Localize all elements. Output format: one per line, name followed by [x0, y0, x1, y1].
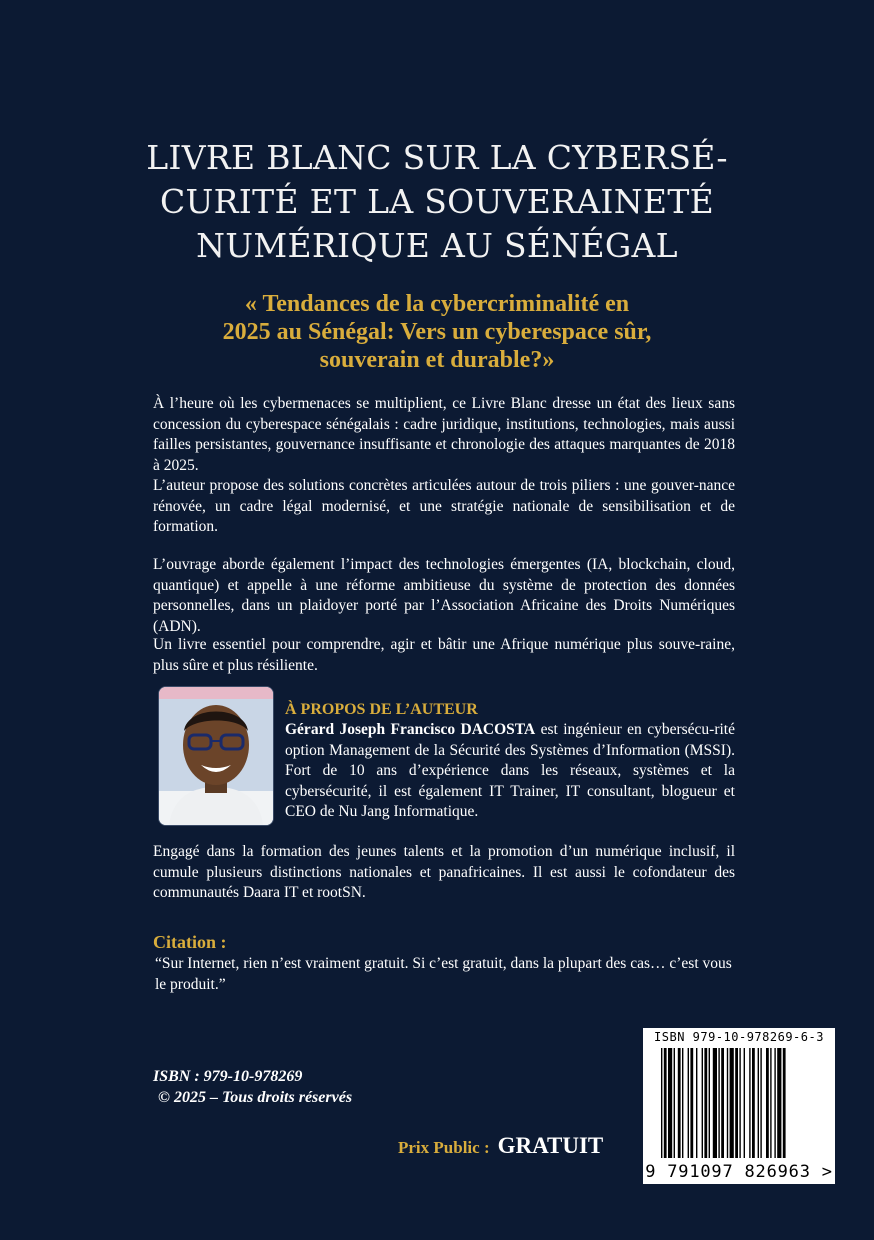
barcode-bar [682, 1048, 683, 1158]
barcode-digits: 9 791097 826963 > [645, 1162, 833, 1182]
barcode-bar [727, 1048, 728, 1158]
author-portrait-icon [159, 687, 273, 825]
summary-paragraph-4: Un livre essentiel pour comprendre, agir et bâtir une Afrique numérique plus souve-raine, plus sûre et plus résiliente. [153, 636, 735, 674]
barcode-bar [668, 1048, 672, 1158]
subtitle-line-3: souverain et durable?» [319, 347, 555, 373]
author-bio-text: est ingénieur en cybersécu-rité option Management de la Sécurité des Systèmes d’Information (MSSI). Fort de 10 ans d’expérience dans les réseaux, systèmes et la cybersécurité, il est également IT Trainer, IT consultant, blogueur et CEO de Nu Jang Informatique. [285, 721, 735, 820]
barcode-bar [752, 1048, 755, 1158]
barcode-bar [718, 1048, 719, 1158]
barcode-bar [721, 1048, 724, 1158]
barcode-bar [774, 1048, 775, 1158]
barcode-bar [661, 1048, 662, 1158]
barcode-bar [770, 1048, 771, 1158]
barcode-bar [704, 1048, 707, 1158]
about-author-heading: À PROPOS DE L’AUTEUR [285, 701, 478, 718]
author-name: Gérard Joseph Francisco DACOSTA [285, 721, 536, 738]
barcode-bar [713, 1048, 717, 1158]
barcode-bar [678, 1048, 681, 1158]
price-value: GRATUIT [497, 1133, 604, 1158]
author-bio-paragraph-2: Engagé dans la formation des jeunes talents et la promotion d’un numérique inclusif, il cumule plusieurs distinctions nationales et panafricaines. Il est aussi le cofondateur des communautés Daara IT et rootSN. [153, 843, 735, 901]
isbn-barcode [643, 1028, 835, 1184]
barcode-bar [709, 1048, 710, 1158]
barcode-bars-icon [651, 1048, 827, 1160]
barcode-bar [749, 1048, 750, 1158]
barcode-bar [760, 1048, 761, 1158]
barcode-bar [664, 1048, 667, 1158]
author-bio [285, 720, 735, 823]
isbn-text: ISBN : 979-10-978269 [153, 1068, 303, 1085]
subtitle-line-2: 2025 au Sénégal: Vers un cyberespace sûr, [222, 319, 652, 345]
barcode-isbn-label: ISBN 979-10-978269-6-3 [654, 1030, 824, 1044]
barcode-bar [730, 1048, 734, 1158]
summary-paragraph-3: L’ouvrage aborde également l’impact des technologies émergentes (IA, blockchain, cloud, quantique) et appelle à une réforme ambitieuse du système de protection des données personnelles, dans un plaidoyer porté par l’Association Africaine des Droits Numériques (ADN). [153, 556, 735, 635]
barcode-bar [696, 1048, 697, 1158]
barcode-bar [777, 1048, 781, 1158]
author-photo [158, 686, 274, 826]
citation-quote: “Sur Internet, rien n’est vraiment gratuit. Si c’est gratuit, dans la plupart des cas… c’est vous le produit.” [155, 955, 732, 993]
title-line-2: CURITÉ ET LA SOUVERAINETÉ [159, 182, 715, 221]
summary-paragraph-1: À l’heure où les cybermenaces se multiplient, ce Livre Blanc dresse un état des lieux sans concession du cyberespace sénégalais : cadre juridique, institutions, technologies, mais aussi failles persistantes, gouvernance insuffisante et chronologie des attaques marquantes de 2018 à 2025. [153, 395, 735, 474]
price-label: Prix Public : [398, 1138, 490, 1157]
barcode-bar [739, 1048, 740, 1158]
title-line-3: NUMÉRIQUE AU SÉNÉGAL [196, 226, 678, 265]
book-title [120, 136, 754, 268]
barcode-bar [690, 1048, 693, 1158]
barcode-bar [688, 1048, 689, 1158]
barcode-bar [783, 1048, 786, 1158]
price-line [398, 1133, 603, 1159]
title-line-1: LIVRE BLANC SUR LA CYBERSÉ- [146, 138, 728, 177]
barcode-bar [744, 1048, 745, 1158]
barcode-bar [766, 1048, 769, 1158]
book-subtitle [150, 290, 724, 374]
subtitle-line-1: « Tendances de la cybercriminalité en [244, 291, 630, 317]
summary-paragraph-2: L’auteur propose des solutions concrètes articulées autour de trois piliers : une gouver-nance rénovée, un cadre légal modernisé, et une stratégie nationale de sensibilisation et de formation. [153, 477, 735, 535]
copyright-text: © 2025 – Tous droits réservés [158, 1089, 353, 1106]
citation-heading: Citation : [153, 932, 227, 952]
barcode-bar [674, 1048, 675, 1158]
barcode-bar [735, 1048, 738, 1158]
barcode-bar [702, 1048, 703, 1158]
barcode-bar [758, 1048, 759, 1158]
